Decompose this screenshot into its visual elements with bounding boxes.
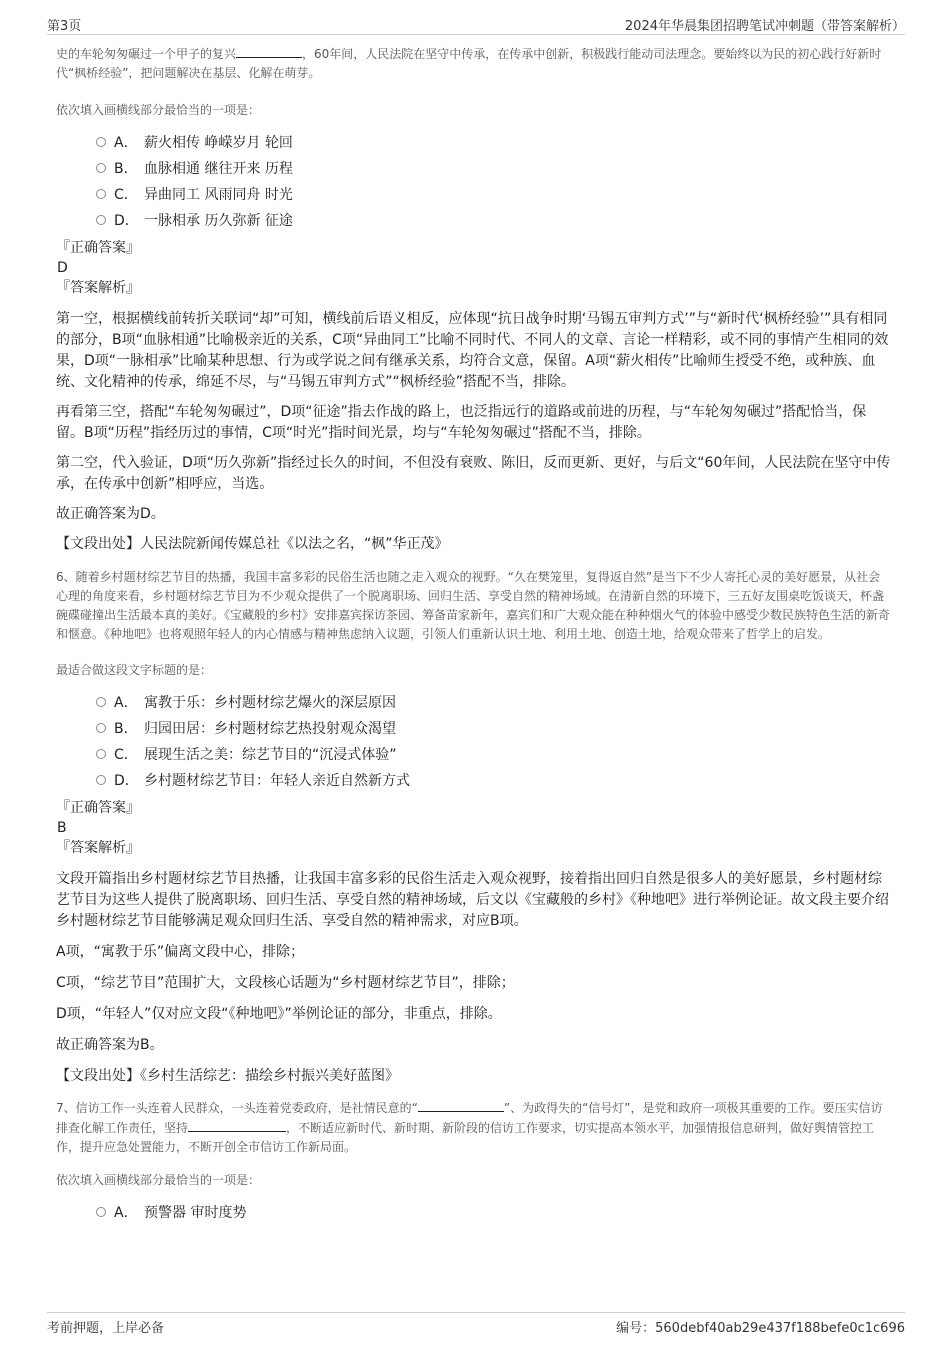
- analysis-paragraph: 第二空，代入验证，D项“历久弥新”指经过长久的时间，不但没有衰败、陈旧，反而更新、更好，与后文“60年间，人民法院在坚守中传承，在传承中创新”相呼应，当选。: [56, 455, 891, 492]
- radio-icon[interactable]: [96, 215, 106, 225]
- analysis-paragraph: C项，“综艺节目”范围扩大，文段核心话题为“乡村题材综艺节目”，排除；: [56, 975, 515, 991]
- radio-icon[interactable]: [96, 723, 106, 733]
- correct-answer: D: [57, 260, 68, 276]
- analysis-label: 『答案解析』: [56, 840, 140, 856]
- option-a[interactable]: A． 薪火相传 峥嵘岁月 轮回: [96, 130, 892, 156]
- correct-answer: B: [57, 820, 67, 836]
- correct-answer-label: 『正确答案』: [56, 240, 140, 256]
- question-5-prompt: 依次填入画横线部分最恰当的一项是：: [56, 103, 261, 117]
- analysis-paragraph: D项，“年轻人”仅对应文段“《种地吧》”举例论证的部分，非重点，排除。: [56, 1006, 502, 1022]
- analysis-paragraph: 第一空，根据横线前转折关联词“却”可知，横线前后语义相反，应体现“抗日战争时期‘马锡五审判方式’”与“新时代‘枫桥经验’”具有相同的部分，B项“血脉相通”比喻极亲近的关系，C项“异曲同工”比喻不同时代、不同人的文章、言论一样精彩，或不同的事情产生相同的效果，D项“一脉相承”比喻某种思想、行为或学说之间有继承关系，均符合文意，保留。A项“薪火相传”比喻师生授受不绝，或种族、血统、文化精神的传承，绵延不尽，与“马锡五审判方式”“枫桥经验”搭配不当，排除。: [56, 311, 889, 390]
- analysis-conclusion: 故正确答案为B。: [56, 1037, 164, 1053]
- analysis-label: 『答案解析』: [56, 280, 140, 296]
- analysis-paragraph: A项，“寓教于乐”偏离文段中心，排除；: [56, 944, 305, 960]
- radio-icon[interactable]: [96, 697, 106, 707]
- question-5-options: [96, 130, 892, 234]
- question-7-prompt: 依次填入画横线部分最恰当的一项是：: [56, 1173, 261, 1187]
- footer-slogan: 考前押题，上岸必备: [47, 1321, 165, 1336]
- option-a[interactable]: A． 预警器 审时度势: [96, 1200, 892, 1226]
- fill-blank: [236, 44, 302, 58]
- radio-icon[interactable]: [96, 1207, 106, 1217]
- correct-answer-label: 『正确答案』: [56, 800, 140, 816]
- fill-blank: [188, 1118, 286, 1132]
- page-header: [47, 10, 905, 35]
- radio-icon[interactable]: [96, 749, 106, 759]
- analysis-paragraph: 文段开篇指出乡村题材综艺节目热播，让我国丰富多彩的民俗生活走入观众视野，接着指出回归自然是很多人的美好愿景，乡村题材综艺节目为这些人提供了脱离职场、回归生活、享受自然的精神场域，后文以《宝藏般的乡村》《种地吧》进行举例论证。故文段主要介绍乡村题材综艺节目能够满足观众回归生活、享受自然的精神需求，对应B项。: [56, 871, 889, 929]
- analysis-conclusion: 故正确答案为D。: [56, 506, 165, 522]
- radio-icon[interactable]: [96, 137, 106, 147]
- question-7-text: 7、信访工作一头连着人民群众，一头连着党委政府，是社情民意的“ ”、为政得失的“信号灯”，是党和政府一项极其重要的工作。要压实信访排查化解工作责任，坚持 ，不断适应新时代、新时期、新阶段的信访工作要求，切实提高本领水平，加强情报信息研判，做好舆情管控工作，提升应急处置能力，不断开创全市信访工作新局面。: [56, 1098, 892, 1157]
- page-number: 第3页: [47, 19, 82, 34]
- option-c[interactable]: C． 异曲同工 风雨同舟 时光: [96, 182, 892, 208]
- question-5-text: 史的车轮匆匆碾过一个甲子的复兴 ，60年间，人民法院在坚守中传承，在传承中创新，积极践行能动司法理念。要始终以为民的初心践行好新时代“枫桥经验”，把问题解决在基层、化解在萌芽。: [56, 44, 892, 83]
- question-6-options: [96, 690, 892, 794]
- option-d[interactable]: D． 一脉相承 历久弥新 征途: [96, 208, 892, 234]
- option-b[interactable]: B． 血脉相通 继往开来 历程: [96, 156, 892, 182]
- document-id: 编号：560debf40ab29e437f188befe0c1c696: [616, 1321, 905, 1336]
- fill-blank: [418, 1098, 504, 1112]
- question-6-prompt: 最适合做这段文字标题的是：: [56, 663, 213, 677]
- text-source: 【文段出处】人民法院新闻传媒总社《以法之名，“枫”华正茂》: [56, 536, 449, 552]
- option-b[interactable]: B． 归园田居：乡村题材综艺热投射观众渴望: [96, 716, 892, 742]
- analysis-paragraph: 再看第三空，搭配“车轮匆匆碾过”，D项“征途”指去作战的路上，也泛指远行的道路或前进的历程，与“车轮匆匆碾过”搭配恰当，保留。B项“历程”指经历过的事情，C项“时光”指时间光景，均与“车轮匆匆碾过”搭配不当，排除。: [56, 404, 867, 441]
- option-d[interactable]: D． 乡村题材综艺节目：年轻人亲近自然新方式: [96, 768, 892, 794]
- option-c[interactable]: C． 展现生活之美：综艺节目的“沉浸式体验”: [96, 742, 892, 768]
- option-a[interactable]: A． 寓教于乐：乡村题材综艺爆火的深层原因: [96, 690, 892, 716]
- radio-icon[interactable]: [96, 189, 106, 199]
- text-source: 【文段出处】《乡村生活综艺：描绘乡村振兴美好蓝图》: [56, 1068, 399, 1084]
- radio-icon[interactable]: [96, 775, 106, 785]
- radio-icon[interactable]: [96, 163, 106, 173]
- page-content: [56, 44, 892, 1226]
- document-title: 2024年华晨集团招聘笔试冲刺题（带答案解析）: [624, 19, 905, 34]
- question-7-options: [96, 1200, 892, 1226]
- question-6-text: 6、随着乡村题材综艺节目的热播，我国丰富多彩的民俗生活也随之走入观众的视野。“久在樊笼里，复得返自然”是当下不少人寄托心灵的美好愿景，从社会心理的角度来看，乡村题材综艺节目为不少观众提供了一个脱离职场、回归生活、享受自然的精神场域。在清新自然的环境下，三五好友围桌吃饭谈天，杯盏碗碟碰撞出生活最本真的美好。《宝藏般的乡村》安排嘉宾探访茶园、筹备苗家新年，嘉宾们和广大观众能在种种烟火气的体验中感受少数民族特色生活的新奇和惬意。《种地吧》也将观照年轻人的内心情感与精神焦虑纳入议题，引领人们重新认识土地、利用土地、创造土地，给观众带来了哲学上的启发。: [56, 570, 891, 641]
- page-footer: [47, 1312, 905, 1337]
